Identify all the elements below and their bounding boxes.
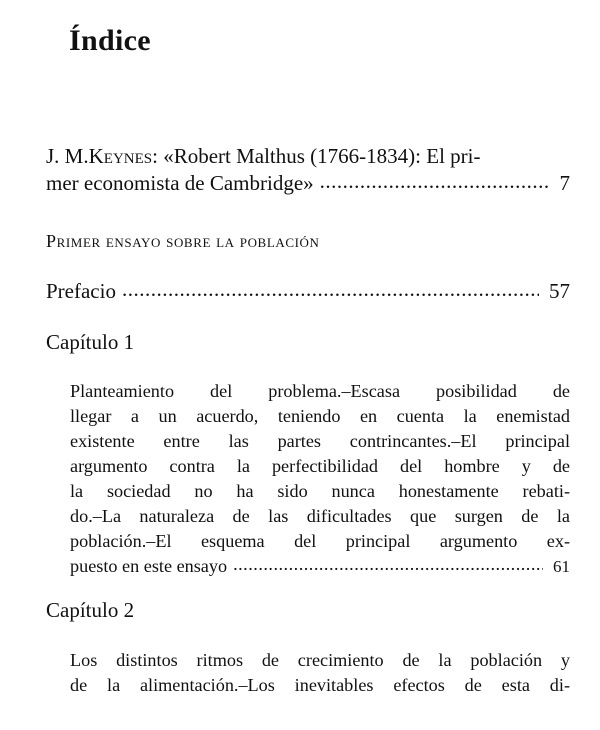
summary-line: la sociedad no ha sido nunca honestamente rebati- — [70, 481, 570, 501]
chapter-heading: Capítulo 1 — [46, 330, 135, 354]
page-number: 7 — [559, 171, 570, 195]
author-surname: Keynes — [88, 144, 153, 168]
summary-line: llegar a un acuerdo, teniendo en cuenta la enemistad — [70, 406, 570, 426]
summary-line: do.–La naturaleza de las dificultades que surgen de la — [70, 506, 570, 526]
entry-label: Prefacio — [46, 279, 116, 303]
toc-entry-keynes[interactable] — [46, 143, 570, 197]
dot-leader — [122, 276, 539, 303]
chapter-summary[interactable] — [70, 379, 570, 579]
summary-line: población.–El esquema del principal argumento ex- — [70, 531, 570, 551]
page-title: Índice — [69, 24, 151, 57]
toc-entry-line — [46, 170, 570, 197]
summary-line: puesto en este ensayo — [70, 556, 228, 576]
entry-title-line2: mer economista de Cambridge» — [46, 171, 314, 195]
section-heading: Primer ensayo sobre la población — [46, 231, 320, 251]
summary-last-line — [70, 554, 570, 579]
toc-entry-line — [46, 278, 570, 305]
summary-line: Planteamiento del problema.–Escasa posibilidad de — [70, 381, 570, 401]
dot-leader — [233, 552, 543, 577]
chapter-summary[interactable] — [70, 648, 570, 698]
page-number: 57 — [549, 279, 570, 303]
summary-line: de la alimentación.–Los inevitables efectos de esta di- — [70, 675, 570, 695]
toc-entry-prefacio[interactable] — [46, 278, 570, 305]
summary-line: Los distintos ritmos de crecimiento de la población y — [70, 650, 570, 670]
dot-leader — [320, 168, 550, 195]
page-number: 61 — [553, 557, 570, 576]
toc-entry-line — [46, 143, 570, 170]
chapter-heading: Capítulo 2 — [46, 598, 135, 622]
summary-line: argumento contra la perfectibilidad del hombre y de — [70, 456, 570, 476]
entry-title-line1: : «Robert Malthus (1766-1834): El pri- — [152, 144, 481, 168]
summary-line: existente entre las partes contrincantes.–El principal — [70, 431, 570, 451]
author-initials: J. M. — [46, 144, 89, 168]
